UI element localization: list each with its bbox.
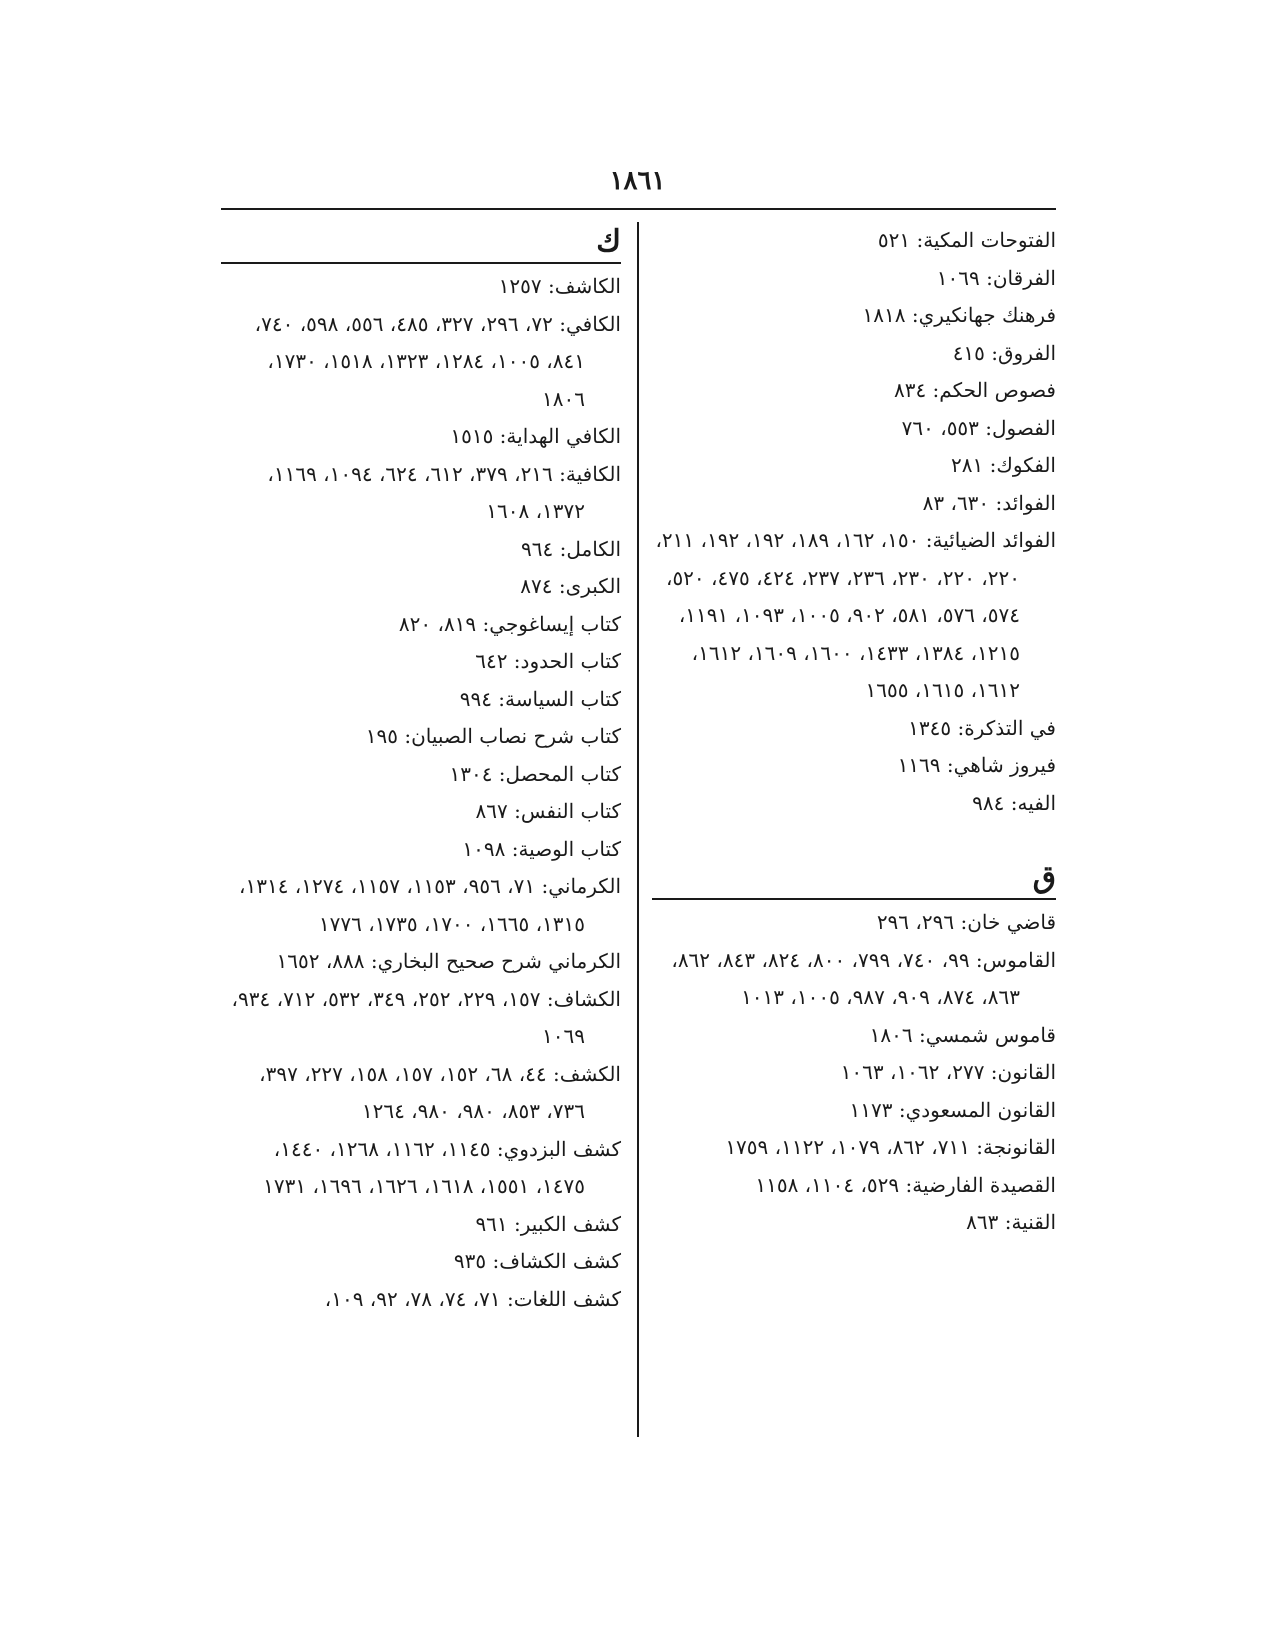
- index-entry: الكافي الهداية: ١٥١٥: [450, 424, 621, 448]
- index-entry-list: [221, 268, 621, 1318]
- section-rule: [652, 898, 1056, 900]
- index-entry: القانونجة: ٧١١، ٨٦٢، ١٠٧٩، ١١٢٢، ١٧٥٩: [725, 1135, 1056, 1159]
- index-entry-list: [652, 904, 1056, 1242]
- section-letter-qaf: ق: [1032, 860, 1056, 895]
- column-divider: [637, 222, 639, 1437]
- index-entry: الكبرى: ٨٧٤: [520, 574, 621, 598]
- index-entry: القاموس: ٩٩، ٧٤٠، ٧٩٩، ٨٠٠، ٨٢٤، ٨٤٣، ٨٦٢، ٨٦٣، ٨٧٤، ٩٠٩، ٩٨٧، ١٠٠٥، ١٠١٣: [671, 947, 1056, 1009]
- index-entry: الكامل: ٩٦٤: [521, 536, 621, 561]
- index-entry: في التذكرة: ١٣٤٥: [908, 715, 1056, 740]
- index-entry: كشف اللغات: ٧١، ٧٤، ٧٨، ٩٢، ١٠٩،: [324, 1286, 621, 1311]
- section-gap: [652, 822, 1056, 858]
- index-entry: الفوائد الضيائية: ١٥٠، ١٦٢، ١٨٩، ١٩٢، ١٩٢، ٢١١، ٢٢٠، ٢٢٠، ٢٣٠، ٢٣٦، ٢٣٧، ٤٢٤، ٤٧٥، ٥٢٠، ٥٧٤، ٥٧٦، ٥٨١، ٩٠٢، ١٠٠٥، ١٠٩٣، ١١٩١، ١٢١٥، ١٣٨٤، ١٤٣٣، ١٦٠٠، ١٦٠٩، ١٦١٢، ١٦١٢، ١٦١٥، ١٦٥٥: [655, 528, 1056, 702]
- index-entry: الفرقان: ١٠٦٩: [936, 265, 1056, 290]
- index-entry: الكاشف: ١٢٥٧: [498, 274, 621, 298]
- index-entry: الفيه: ٩٨٤: [972, 790, 1056, 815]
- index-entry: قاموس شمسي: ١٨٠٦: [869, 1022, 1056, 1047]
- index-entry: قاضي خان: ٢٩٦، ٢٩٦: [876, 910, 1056, 934]
- index-entry: الفتوحات المكية: ٥٢١: [877, 228, 1056, 252]
- index-entry: كتاب السياسة: ٩٩٤: [459, 686, 621, 711]
- index-entry: الفروق: ٤١٥: [952, 340, 1056, 365]
- index-entry: كتاب الحدود: ٦٤٢: [475, 649, 621, 673]
- index-entry: كتاب الوصية: ١٠٩٨: [462, 836, 621, 861]
- index-entry: الكرماني: ٧١، ٩٥٦، ١١٥٣، ١١٥٧، ١٢٧٤، ١٣١٤، ١٣١٥، ١٦٦٥، ١٧٠٠، ١٧٣٥، ١٧٧٦: [239, 874, 621, 936]
- section-rule: [221, 262, 621, 264]
- index-entry: الكشف: ٤٤، ٦٨، ١٥٢، ١٥٧، ١٥٨، ٢٢٧، ٣٩٧، ٧٣٦، ٨٥٣، ٩٨٠، ٩٨٠، ١٢٦٤: [259, 1061, 621, 1123]
- index-entry: الكشاف: ١٥٧، ٢٢٩، ٢٥٢، ٣٤٩، ٥٣٢، ٧١٢، ٩٣٤، ١٠٦٩: [231, 986, 621, 1048]
- index-entry: القانون: ٢٧٧، ١٠٦٢، ١٠٦٣: [840, 1060, 1056, 1084]
- index-entry: كتاب إيساغوجي: ٨١٩، ٨٢٠: [398, 611, 621, 636]
- index-entry: كشف البزدوي: ١١٤٥، ١١٦٢، ١٢٦٨، ١٤٤٠، ١٤٧٥، ١٥٥١، ١٦١٨، ١٦٢٦، ١٦٩٦، ١٧٣١: [263, 1136, 621, 1198]
- index-entry: كتاب النفس: ٨٦٧: [475, 799, 621, 823]
- section-letter-kaf: ك: [596, 224, 621, 259]
- index-entry: كتاب المحصل: ١٣٠٤: [449, 761, 621, 786]
- index-entry: الكافي: ٧٢، ٢٩٦، ٣٢٧، ٤٨٥، ٥٥٦، ٥٩٨، ٧٤٠، ٨٤١، ١٠٠٥، ١٢٨٤، ١٣٢٣، ١٥١٨، ١٧٣٠، ١٨٠٦: [254, 311, 621, 411]
- index-entry: الكافية: ٢١٦، ٣٧٩، ٦١٢، ٦٢٤، ١٠٩٤، ١١٦٩، ١٣٧٢، ١٦٠٨: [267, 461, 621, 523]
- index-entry: فصوص الحكم: ٨٣٤: [893, 378, 1056, 402]
- index-entry: القصيدة الفارضية: ٥٢٩، ١١٠٤، ١١٥٨: [755, 1172, 1056, 1197]
- index-entry: القانون المسعودي: ١١٧٣: [849, 1097, 1056, 1122]
- index-column-fa-qaf: [652, 222, 1056, 1242]
- page-number: ١٨٦١: [609, 166, 666, 196]
- index-entry: فرهنك جهانكيري: ١٨١٨: [862, 303, 1056, 327]
- index-entry: الفكوك: ٢٨١: [951, 453, 1056, 477]
- index-column-kaf: [221, 222, 621, 1318]
- index-entry: كشف الكبير: ٩٦١: [475, 1211, 621, 1236]
- index-entry: كتاب شرح نصاب الصبيان: ١٩٥: [365, 724, 621, 748]
- index-entry-list: [652, 222, 1056, 822]
- index-entry: الكرماني شرح صحيح البخاري: ٨٨٨، ١٦٥٢: [276, 949, 621, 973]
- index-entry: كشف الكشاف: ٩٣٥: [453, 1249, 621, 1273]
- index-entry: فيروز شاهي: ١١٦٩: [897, 753, 1056, 777]
- header-rule: [221, 208, 1056, 210]
- index-entry: الفصول: ٥٥٣، ٧٦٠: [901, 415, 1056, 440]
- index-entry: القنية: ٨٦٣: [966, 1210, 1056, 1234]
- index-entry: الفوائد: ٦٣٠، ٨٣: [922, 490, 1056, 515]
